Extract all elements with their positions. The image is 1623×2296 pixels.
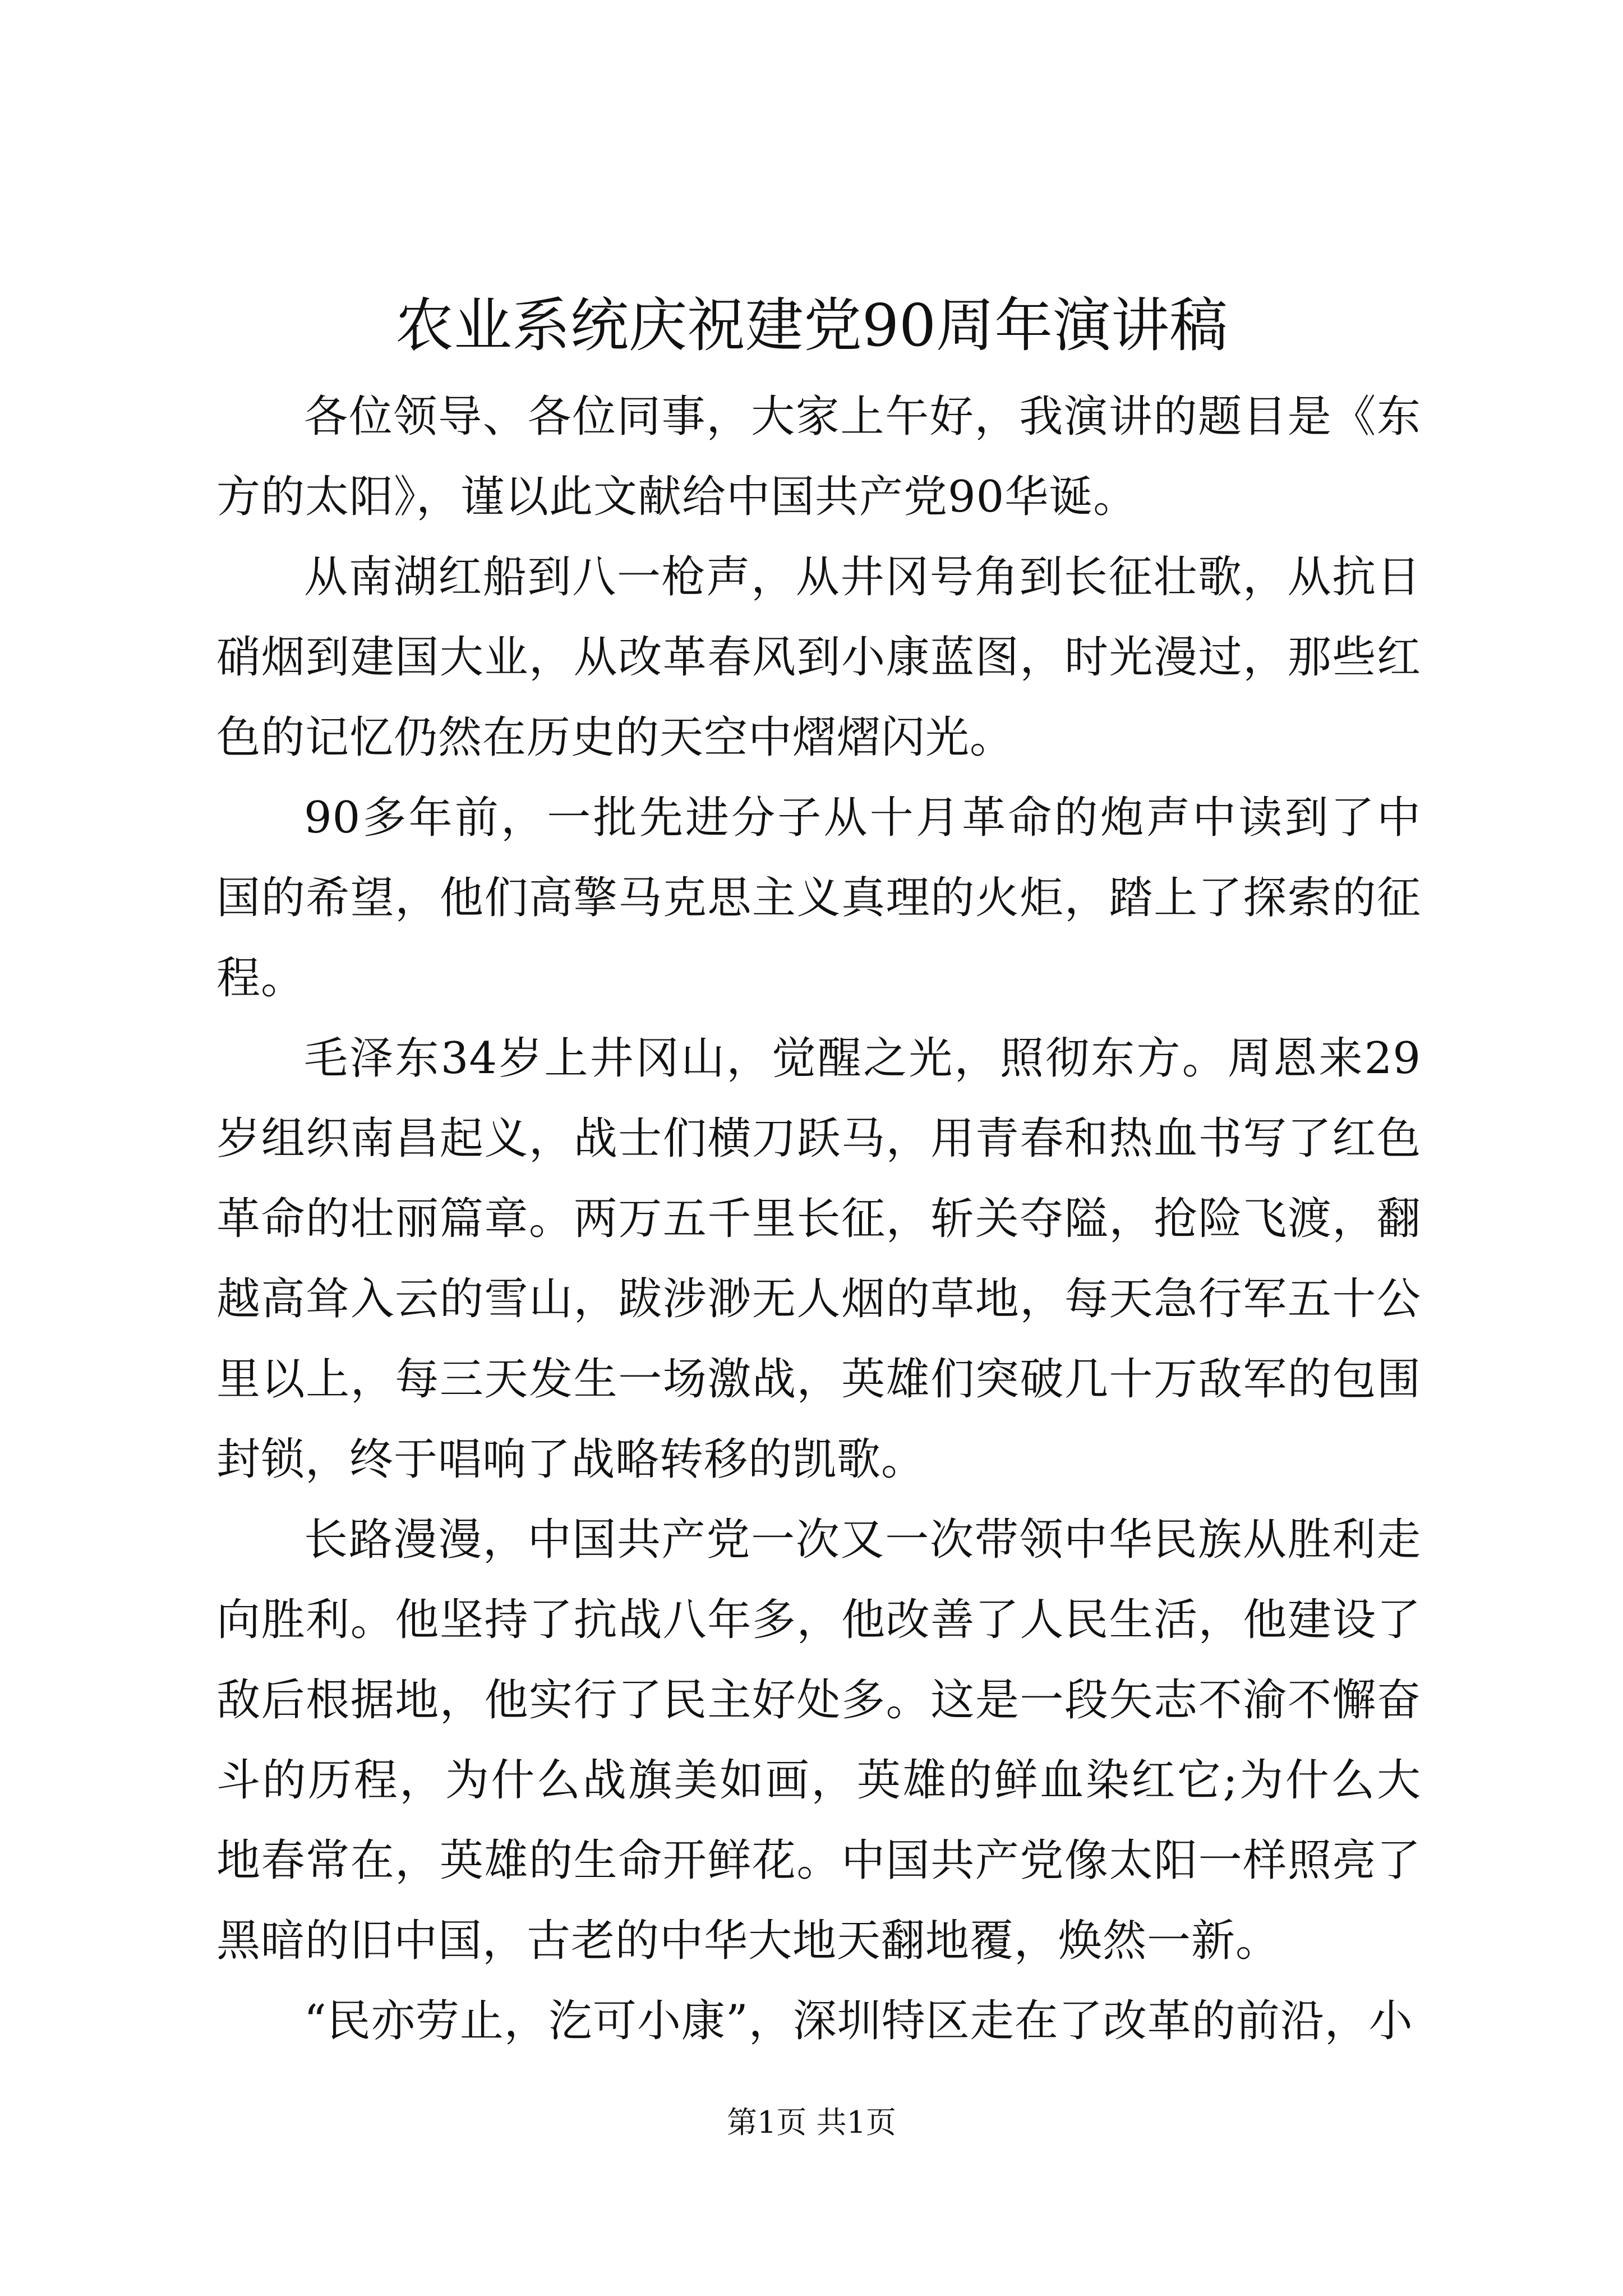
paragraph-1: 各位领导、各位同事，大家上午好，我演讲的题目是《东方的太阳》，谨以此文献给中国共产党90华诞。 (216, 392, 1421, 522)
document-body (216, 377, 1421, 2062)
paragraph-6: “民亦劳止，汔可小康”，深圳特区走在了改革的前沿，小 (304, 1996, 1413, 2046)
paragraph-2: 从南湖红船到八一枪声，从井冈号角到长征壮歌，从抗日硝烟到建国大业，从改革春风到小康蓝图，时光漫过，那些红色的记忆仍然在历史的天空中熠熠闪光。 (216, 552, 1421, 763)
paragraph-3: 90多年前，一批先进分子从十月革命的炮声中读到了中国的希望，他们高擎马克思主义真理的火炬，踏上了探索的征程。 (216, 793, 1421, 1004)
page-footer: 第1页 共1页 (727, 2105, 896, 2140)
document-title: 农业系统庆祝建党90周年演讲稿 (395, 291, 1228, 360)
paragraph-5: 长路漫漫，中国共产党一次又一次带领中华民族从胜利走向胜利。他坚持了抗战八年多，他改善了人民生活，他建设了敌后根据地，他实行了民主好处多。这是一段矢志不渝不懈奋斗的历程，为什么战旗美如画，英雄的鲜血染红它;为什么大地春常在，英雄的生命开鲜花。中国共产党像太阳一样照亮了黑暗的旧中国，古老的中华大地天翻地覆，焕然一新。 (216, 1515, 1421, 1966)
paragraph-4: 毛泽东34岁上井冈山，觉醒之光，照彻东方。周恩来29岁组织南昌起义，战士们横刀跃马，用青春和热血书写了红色革命的壮丽篇章。两万五千里长征，斩关夺隘，抢险飞渡，翻越高耸入云的雪山，跋涉渺无人烟的草地，每天急行军五十公里以上，每三天发生一场激战，英雄们突破几十万敌军的包围封锁，终于唱响了战略转移的凯歌。 (216, 1033, 1421, 1485)
